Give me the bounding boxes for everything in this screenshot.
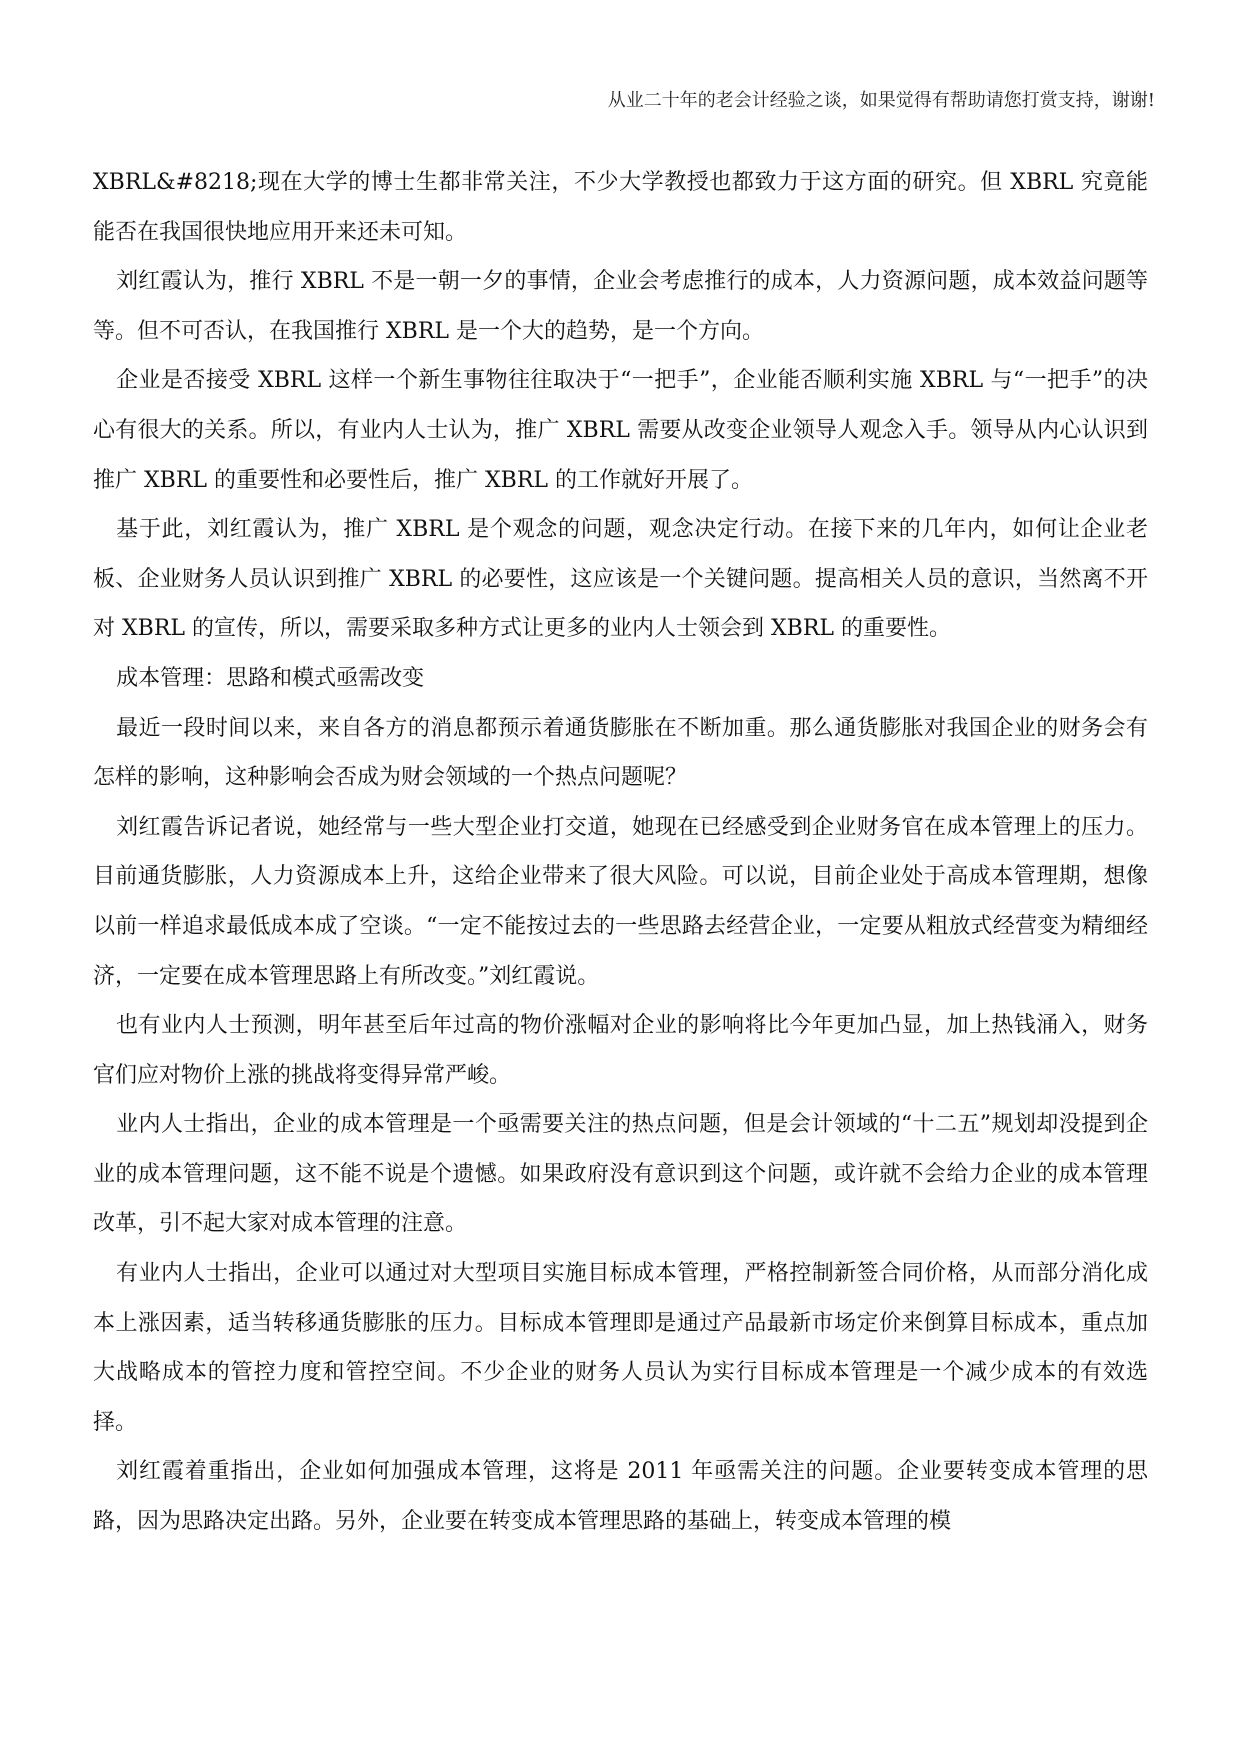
- paragraph: 也有业内人士预测，明年甚至后年过高的物价涨幅对企业的影响将比今年更加凸显，加上热钱涌入，财务官们应对物价上涨的挑战将变得异常严峻。: [93, 1013, 1148, 1088]
- paragraph: 刘红霞着重指出，企业如何加强成本管理，这将是 2011 年亟需关注的问题。企业要转变成本管理的思路，因为思路决定出路。另外，企业要在转变成本管理思路的基础上，转变成本管理的模: [93, 1459, 1148, 1535]
- paragraph: 业内人士指出，企业的成本管理是一个亟需要关注的热点问题，但是会计领域的“十二五”规划却没提到企业的成本管理问题，这不能不说是个遗憾。如果政府没有意识到这个问题，或许就不会给力企业的成本管理改革，引不起大家对成本管理的注意。: [93, 1112, 1148, 1237]
- page-header-note: 从业二十年的老会计经验之谈，如果觉得有帮助请您打赏支持，谢谢!: [607, 90, 1155, 111]
- paragraph: XBRL&#8218;现在大学的博士生都非常关注，不少大学教授也都致力于这方面的研究。但 XBRL 究竟能能否在我国很快地应用开来还未可知。: [93, 170, 1148, 245]
- paragraph: 基于此，刘红霞认为，推广 XBRL 是个观念的问题，观念决定行动。在接下来的几年内，如何让企业老板、企业财务人员认识到推广 XBRL 的必要性，这应该是一个关键问题。提高相关人员的意识，当然离不开对 XBRL 的宣传，所以，需要采取多种方式让更多的业内人士领会到 XBRL 的重要性。: [93, 517, 1148, 642]
- paragraph: 有业内人士指出，企业可以通过对大型项目实施目标成本管理，严格控制新签合同价格，从而部分消化成本上涨因素，适当转移通货膨胀的压力。目标成本管理即是通过产品最新市场定价来倒算目标成本，重点加大战略成本的管控力度和管控空间。不少企业的财务人员认为实行目标成本管理是一个减少成本的有效选择。: [93, 1261, 1148, 1435]
- section-heading: 成本管理：思路和模式亟需改变: [116, 665, 425, 691]
- paragraph: 刘红霞告诉记者说，她经常与一些大型企业打交道，她现在已经感受到企业财务官在成本管理上的压力。目前通货膨胀，人力资源成本上升，这给企业带来了很大风险。可以说，目前企业处于高成本管理期，想像以前一样追求最低成本成了空谈。“一定不能按过去的一些思路去经营企业，一定要从粗放式经营变为精细经济，一定要在成本管理思路上有所改变。”刘红霞说。: [93, 814, 1148, 989]
- paragraph: 刘红霞认为，推行 XBRL 不是一朝一夕的事情，企业会考虑推行的成本，人力资源问题，成本效益问题等等。但不可否认，在我国推行 XBRL 是一个大的趋势，是一个方向。: [93, 269, 1148, 344]
- article-body: [93, 158, 1148, 1547]
- paragraph: 最近一段时间以来，来自各方的消息都预示着通货膨胀在不断加重。那么通货膨胀对我国企业的财务会有怎样的影响，这种影响会否成为财会领域的一个热点问题呢？: [93, 715, 1148, 791]
- paragraph: 企业是否接受 XBRL 这样一个新生事物往往取决于“一把手”，企业能否顺利实施 XBRL 与“一把手”的决心有很大的关系。所以，有业内人士认为，推广 XBRL 需要从改变企业领导人观念入手。领导从内心认识到推广 XBRL 的重要性和必要性后，推广 XBRL 的工作就好开展了。: [93, 368, 1148, 493]
